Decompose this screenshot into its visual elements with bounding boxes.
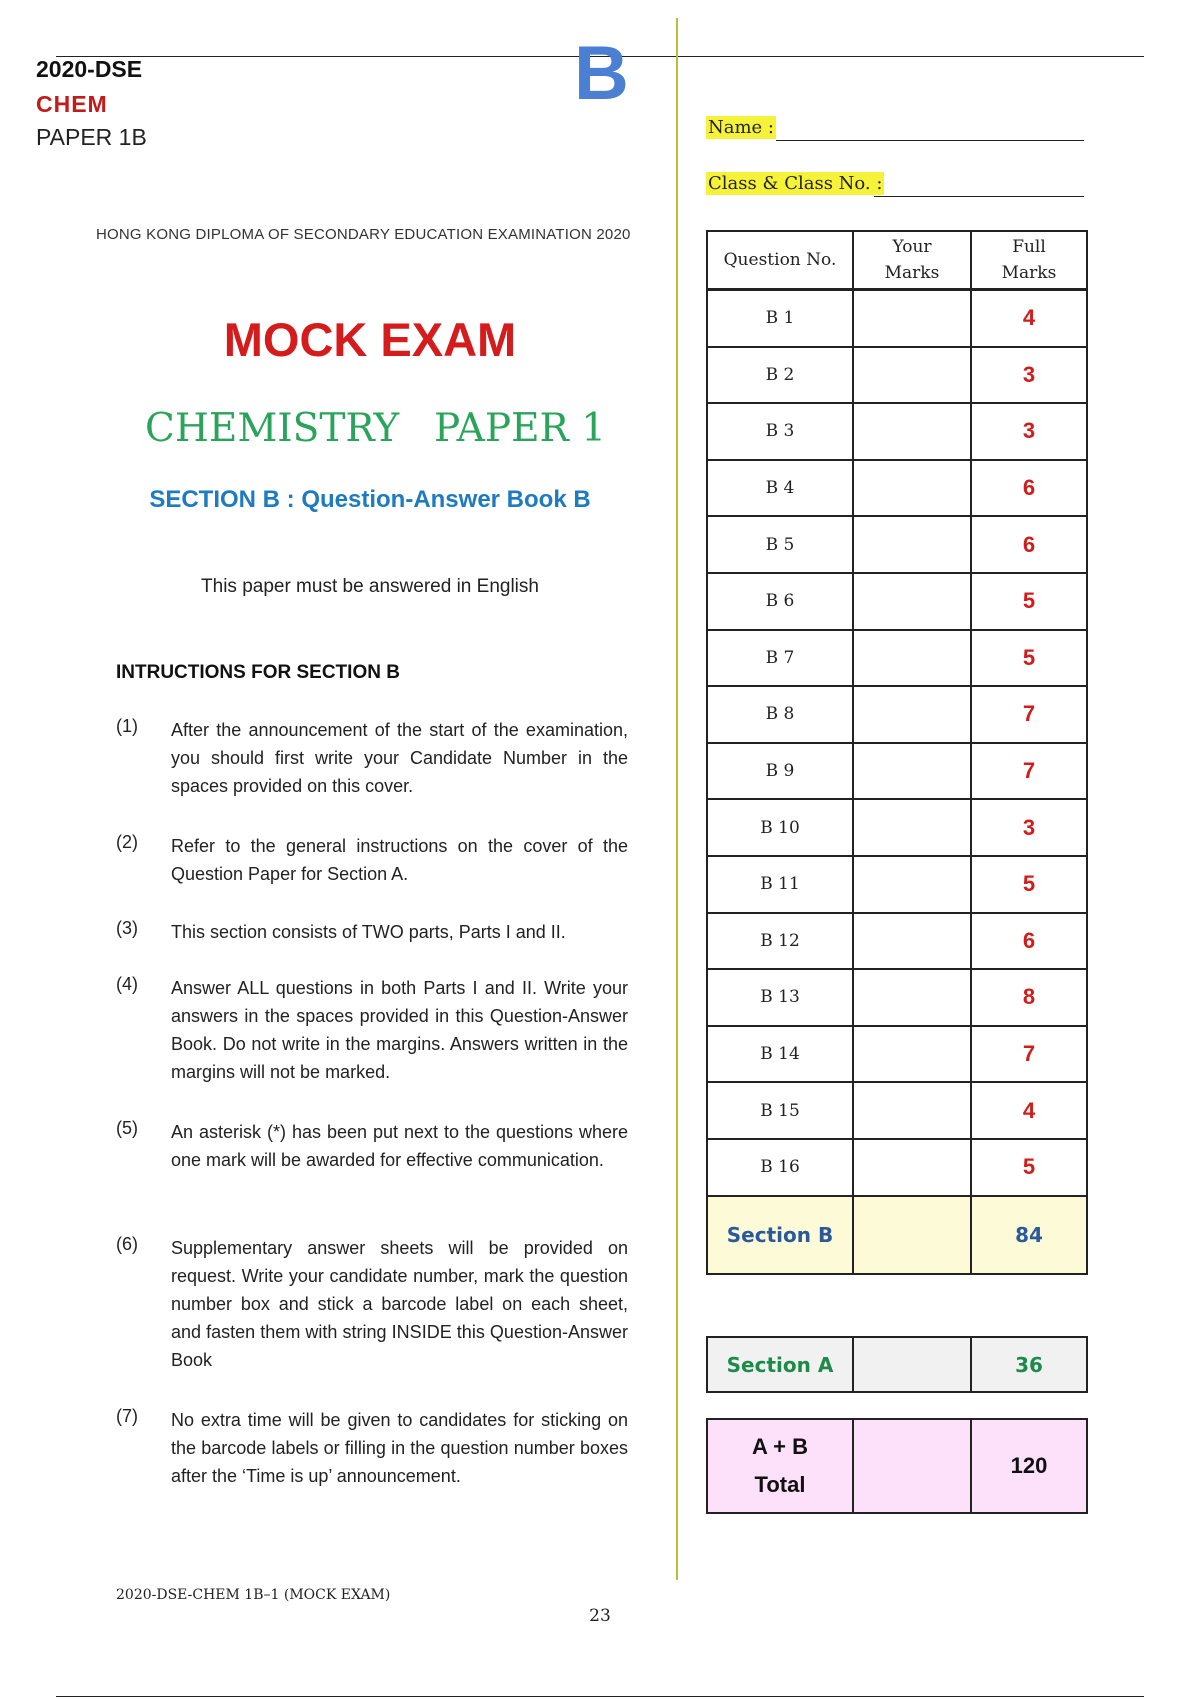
section-a-your-marks[interactable] <box>853 1337 971 1392</box>
your-marks-cell[interactable] <box>853 630 971 687</box>
instruction-number: (5) <box>116 1118 138 1138</box>
instruction-item <box>116 832 628 888</box>
your-marks-cell[interactable] <box>853 460 971 517</box>
your-marks-cell[interactable] <box>853 743 971 800</box>
question-number: B 15 <box>707 1082 853 1139</box>
marks-table <box>706 230 1088 1275</box>
full-marks-cell: 5 <box>971 1139 1087 1196</box>
table-row <box>707 743 1087 800</box>
full-marks-cell: 6 <box>971 460 1087 517</box>
instruction-number: (7) <box>116 1406 138 1426</box>
instruction-text: After the announcement of the start of the examination, you should first write your Candidate Number in the spaces provided on this cover. <box>171 720 628 796</box>
your-marks-cell[interactable] <box>853 516 971 573</box>
your-marks-cell[interactable] <box>853 913 971 970</box>
question-number: B 4 <box>707 460 853 517</box>
total-your-marks[interactable] <box>853 1419 971 1513</box>
instruction-item <box>116 974 628 1086</box>
your-marks-cell[interactable] <box>853 573 971 630</box>
header-full-line2: Marks <box>1001 263 1057 283</box>
question-number: B 1 <box>707 290 853 347</box>
table-row <box>707 403 1087 460</box>
total-label-line2: Total <box>754 1472 806 1497</box>
your-marks-cell[interactable] <box>853 1082 971 1139</box>
instruction-text: Refer to the general instructions on the cover of the Question Paper for Section A. <box>171 836 628 884</box>
full-marks-cell: 4 <box>971 290 1087 347</box>
question-number: B 16 <box>707 1139 853 1196</box>
total-full-marks: 120 <box>971 1419 1087 1513</box>
full-marks-cell: 6 <box>971 516 1087 573</box>
your-marks-cell[interactable] <box>853 799 971 856</box>
table-row <box>707 347 1087 404</box>
instruction-item <box>116 1406 628 1490</box>
full-marks-cell: 6 <box>971 913 1087 970</box>
instruction-number: (2) <box>116 832 138 852</box>
class-field[interactable] <box>874 196 1084 197</box>
instruction-text: Answer ALL questions in both Parts I and II. Write your answers in the spaces provided in this Question-Answer Book. Do not write in the margins. Answers written in the margins will not be marked. <box>171 978 628 1082</box>
instruction-number: (6) <box>116 1234 138 1254</box>
mock-exam-title: MOCK EXAM <box>223 313 517 366</box>
your-marks-cell[interactable] <box>853 347 971 404</box>
name-field[interactable] <box>776 140 1084 141</box>
exam-code-year: 2020-DSE <box>36 56 143 82</box>
section-a-row <box>707 1337 1087 1392</box>
section-b-full-marks: 84 <box>971 1196 1087 1274</box>
class-label: Class & Class No. : <box>708 173 883 194</box>
question-number: B 10 <box>707 799 853 856</box>
question-number: B 14 <box>707 1026 853 1083</box>
table-row <box>707 799 1087 856</box>
your-marks-cell[interactable] <box>853 686 971 743</box>
header-your-line2: Marks <box>884 263 940 283</box>
instruction-text: An asterisk (*) has been put next to the questions where one mark will be awarded for effective communication. <box>171 1122 628 1170</box>
question-number: B 12 <box>707 913 853 970</box>
question-number: B 13 <box>707 969 853 1026</box>
full-marks-cell: 5 <box>971 856 1087 913</box>
full-marks-cell: 7 <box>971 686 1087 743</box>
full-marks-cell: 4 <box>971 1082 1087 1139</box>
section-title: SECTION B : Question-Answer Book B <box>149 486 591 513</box>
question-number: B 3 <box>707 403 853 460</box>
exam-code-subject: CHEM <box>36 91 108 117</box>
instructions-title: INTRUCTIONS FOR SECTION B <box>116 662 400 683</box>
section-b-your-marks[interactable] <box>853 1196 971 1274</box>
your-marks-cell[interactable] <box>853 290 971 347</box>
header-your-marks <box>853 231 971 290</box>
header-question-no: Question No. <box>707 231 853 290</box>
question-number: B 9 <box>707 743 853 800</box>
header-your-line1: Your <box>892 237 932 257</box>
table-row <box>707 1026 1087 1083</box>
language-note: This paper must be answered in English <box>201 576 539 597</box>
subject-title: CHEMISTRY <box>145 406 400 451</box>
total-label <box>707 1419 853 1513</box>
page-number: 23 <box>589 1606 611 1626</box>
marks-table-header <box>707 231 1087 290</box>
your-marks-cell[interactable] <box>853 969 971 1026</box>
table-row <box>707 856 1087 913</box>
table-row <box>707 1082 1087 1139</box>
your-marks-cell[interactable] <box>853 1026 971 1083</box>
table-row <box>707 913 1087 970</box>
table-row <box>707 630 1087 687</box>
full-marks-cell: 3 <box>971 347 1087 404</box>
instruction-number: (1) <box>116 716 138 736</box>
total-table <box>706 1418 1088 1514</box>
bottom-rule <box>56 1696 1144 1697</box>
instruction-text: This section consists of TWO parts, Parts I and II. <box>171 922 566 942</box>
total-row <box>707 1419 1087 1513</box>
instruction-text: No extra time will be given to candidates for sticking on the barcode labels or filling in the question number boxes after the ‘Time is up’ announcement. <box>171 1410 628 1486</box>
book-letter: B <box>574 31 629 116</box>
table-row <box>707 516 1087 573</box>
instruction-item <box>116 918 628 946</box>
header-full-line1: Full <box>1012 237 1046 257</box>
full-marks-cell: 8 <box>971 969 1087 1026</box>
table-row <box>707 573 1087 630</box>
question-number: B 8 <box>707 686 853 743</box>
question-number: B 2 <box>707 347 853 404</box>
section-b-row <box>707 1196 1087 1274</box>
table-row <box>707 290 1087 347</box>
full-marks-cell: 5 <box>971 573 1087 630</box>
question-number: B 6 <box>707 573 853 630</box>
your-marks-cell[interactable] <box>853 403 971 460</box>
table-row <box>707 686 1087 743</box>
instruction-item <box>116 716 628 800</box>
paper-title: PAPER 1 <box>434 406 607 451</box>
name-label: Name : <box>708 117 774 138</box>
full-marks-cell: 7 <box>971 1026 1087 1083</box>
full-marks-cell: 3 <box>971 403 1087 460</box>
instruction-item <box>116 1118 628 1174</box>
section-a-full-marks: 36 <box>971 1337 1087 1392</box>
exam-code-paper: PAPER 1B <box>36 124 147 150</box>
instruction-item <box>116 1234 628 1374</box>
full-marks-cell: 7 <box>971 743 1087 800</box>
footer-code: 2020-DSE-CHEM 1B–1 (MOCK EXAM) <box>116 1587 391 1603</box>
section-a-label: Section A <box>707 1337 853 1392</box>
instruction-number: (3) <box>116 918 138 938</box>
your-marks-cell[interactable] <box>853 856 971 913</box>
section-b-label: Section B <box>707 1196 853 1274</box>
header-full-marks <box>971 231 1087 290</box>
question-number: B 7 <box>707 630 853 687</box>
exam-body: HONG KONG DIPLOMA OF SECONDARY EDUCATION EXAMINATION 2020 <box>96 226 631 243</box>
full-marks-cell: 5 <box>971 630 1087 687</box>
instruction-number: (4) <box>116 974 138 994</box>
instruction-text: Supplementary answer sheets will be provided on request. Write your candidate number, mark the question number box and stick a barcode label on each sheet, and fasten them with string INSIDE this Question-Answer Book <box>171 1238 628 1370</box>
table-row <box>707 460 1087 517</box>
table-row <box>707 969 1087 1026</box>
vertical-divider <box>676 18 678 1580</box>
full-marks-cell: 3 <box>971 799 1087 856</box>
table-row <box>707 1139 1087 1196</box>
your-marks-cell[interactable] <box>853 1139 971 1196</box>
section-a-table <box>706 1336 1088 1393</box>
question-number: B 5 <box>707 516 853 573</box>
question-number: B 11 <box>707 856 853 913</box>
total-label-line1: A + B <box>751 1434 809 1459</box>
